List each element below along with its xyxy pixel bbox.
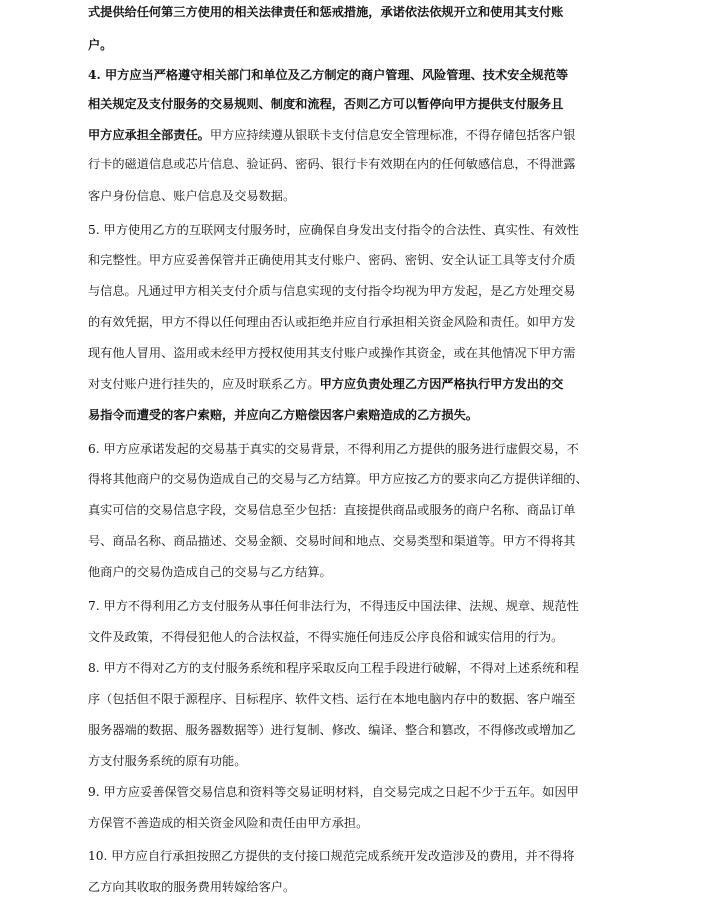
text-run: 文件及政策，不得侵犯他人的合法权益，不得实施任何违反公序良俗和诚实信用的行为。 xyxy=(88,630,564,644)
text-line xyxy=(88,531,678,551)
text-line xyxy=(88,405,678,425)
text-line xyxy=(88,439,678,459)
text-line xyxy=(88,469,678,489)
text-line xyxy=(88,154,678,174)
text-run: 现有他人冒用、盗用或未经甲方授权使用其支付账户或操作其资金，或在其他情况下甲方需 xyxy=(88,346,576,360)
bold-text-run: 易指令而遭受的客户索赔，并应向乙方赔偿因客户索赔造成的乙方损失。 xyxy=(88,408,478,422)
text-run: 甲方应持续遵从银联卡支付信息安全管理标准，不得存储包括客户银 xyxy=(209,128,576,142)
bold-text-run: 4. 甲方应当严格遵守相关部门和单位及乙方制定的商户管理、风险管理、技术安全规范等 xyxy=(88,68,569,82)
text-line xyxy=(88,374,678,394)
text-line xyxy=(88,813,678,833)
text-line xyxy=(88,312,678,332)
text-run: 他商户的交易伪造成自己的交易与乙方结算。 xyxy=(88,565,332,579)
text-line xyxy=(88,343,678,363)
text-run: 9. 甲方应妥善保管交易信息和资料等交易证明材料，自交易完成之日起不少于五年。如因甲 xyxy=(88,785,579,799)
text-run: 服务器端的数据、服务器数据等）进行复制、修改、编译、整合和篡改，不得修改或增加乙 xyxy=(88,723,576,737)
text-line xyxy=(88,720,678,740)
text-line xyxy=(88,281,678,301)
text-run: 行卡的磁道信息或芯片信息、验证码、密码、银行卡有效期在内的任何敏感信息，不得泄露 xyxy=(88,157,576,171)
text-line xyxy=(88,125,678,145)
text-line xyxy=(88,627,678,647)
text-line xyxy=(88,35,678,55)
bold-text-run: 相关规定及支付服务的交易规则、制度和流程，否则乙方可以暂停向甲方提供支付服务且 xyxy=(88,97,564,111)
text-run: 方支付服务系统的原有功能。 xyxy=(88,754,247,768)
text-line xyxy=(88,94,678,114)
bold-text-run: 甲方应负责处理乙方因严格执行甲方发出的交 xyxy=(319,377,564,391)
text-line xyxy=(88,500,678,520)
text-run: 和完整性。甲方应妥善保管并正确使用其支付账户、密码、密钥、安全认证工具等支付介质 xyxy=(88,253,576,267)
text-line xyxy=(88,596,678,616)
text-run: 对支付账户进行挂失的，应及时联系乙方。 xyxy=(88,377,320,391)
text-run: 号、商品名称、商品描述、交易金额、交易时间和地点、交易类型和渠道等。甲方不得将其 xyxy=(88,534,576,548)
text-line xyxy=(88,65,678,85)
text-run: 与信息。凡通过甲方相关支付介质与信息实现的支付指令均视为甲方发起，是乙方处理交易 xyxy=(88,284,576,298)
text-run: 序（包括但不限于源程序、目标程序、软件文档、运行在本地电脑内存中的数据、客户端至 xyxy=(88,692,576,706)
text-line xyxy=(88,186,678,206)
text-line xyxy=(88,2,678,22)
text-line xyxy=(88,782,678,802)
text-run: 5. 甲方使用乙方的互联网支付服务时，应确保自身发出支付指令的合法性、真实性、有效性 xyxy=(88,223,579,237)
text-line xyxy=(88,562,678,582)
text-run: 客户身份信息、账户信息及交易数据。 xyxy=(88,189,296,203)
text-run: 10. 甲方应自行承担按照乙方提供的支付接口规范完成系统开发改造涉及的费用，并不得将 xyxy=(88,849,575,863)
text-run: 得将其他商户的交易伪造成自己的交易与乙方结算。甲方应按乙方的要求向乙方提供详细的、 xyxy=(88,472,588,486)
text-run: 真实可信的交易信息字段，交易信息至少包括：直接提供商品或服务的商户名称、商品订单 xyxy=(88,503,576,517)
text-run: 7. 甲方不得利用乙方支付服务从事任何非法行为，不得违反中国法律、法规、规章、规范性 xyxy=(88,599,579,613)
text-line xyxy=(88,846,678,866)
text-run: 6. 甲方应承诺发起的交易基于真实的交易背景，不得利用乙方提供的服务进行虚假交易，不 xyxy=(88,442,579,456)
text-run: 方保管不善造成的相关资金风险和责任由甲方承担。 xyxy=(88,816,369,830)
bold-text-run: 式提供给任何第三方使用的相关法律责任和惩戒措施，承诺依法依规开立和使用其支付账 xyxy=(88,5,564,19)
text-line xyxy=(88,751,678,771)
text-line xyxy=(88,220,678,240)
bold-text-run: 甲方应承担全部责任。 xyxy=(88,128,210,142)
text-run: 8. 甲方不得对乙方的支付服务系统和程序采取反向工程手段进行破解，不得对上述系统和程 xyxy=(88,661,579,675)
text-line xyxy=(88,250,678,270)
text-run: 的有效凭据，甲方不得以任何理由否认或拒绝并应自行承担相关资金风险和责任。如甲方发 xyxy=(88,315,576,329)
text-run: 乙方向其收取的服务费用转嫁给客户。 xyxy=(88,880,296,894)
text-line xyxy=(88,877,678,897)
text-line xyxy=(88,658,678,678)
bold-text-run: 户。 xyxy=(88,38,113,52)
text-line xyxy=(88,689,678,709)
